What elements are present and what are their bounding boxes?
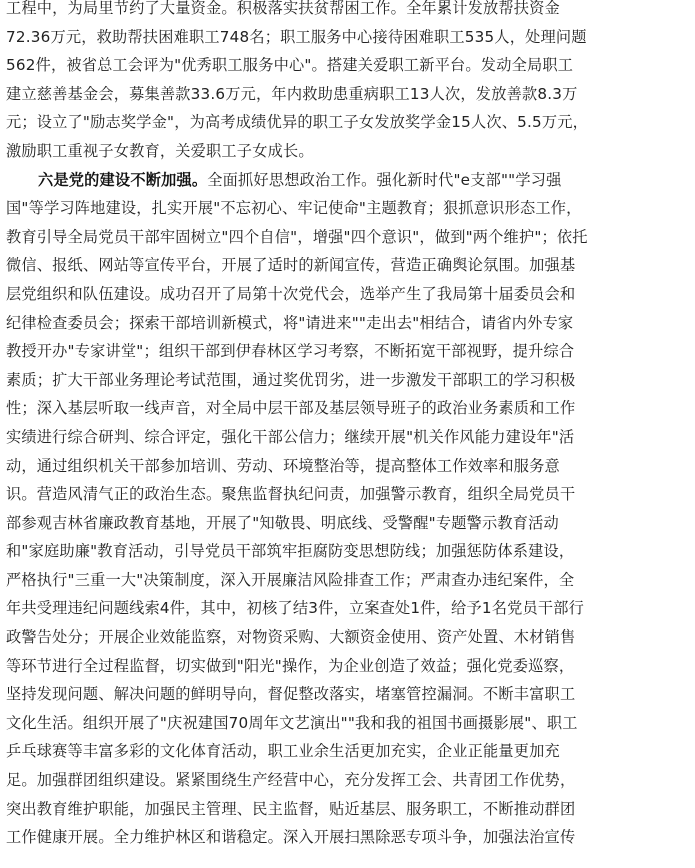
text-line: 教育引导全局党员干部牢固树立"四个自信"，增强"四个意识"，做到"两个维护"；依托 — [6, 227, 588, 246]
text-line: 等环节进行全过程监督，切实做到"阳光"操作，为企业创造了效益；强化党委巡察， — [6, 656, 575, 675]
text-line: 国"等学习阵地建设，扎实开展"不忘初心、牢记使命"主题教育；狠抓意识形态工作， — [6, 199, 582, 218]
text-line: 识。营造风清气正的政治生态。聚焦监督执纪问责，加强警示教育，组织全局党员干 — [6, 485, 576, 504]
text-line: 微信、报纸、网站等宣传平台，开展了适时的新闻宣传，营造正确舆论氛围。加强基 — [6, 256, 576, 275]
paragraph-welfare — [6, 0, 687, 166]
text-line: 素质；扩大干部业务理论考试范围，通过奖优罚劣，进一步激发干部职工的学习积极 — [6, 370, 576, 389]
text-line: 工作健康开展。全力维护林区和谐稳定。深入开展扫黑除恶专项斗争，加强法治宣传 — [6, 828, 576, 847]
text-line: 文化生活。组织开展了"庆祝建国70周年文艺演出""我和我的祖国书画摄影展"、职工 — [6, 713, 578, 732]
text-line: 乒乓球赛等丰富多彩的文化体育活动，职工业余生活更加充实，企业正能量更加充 — [6, 742, 560, 761]
text-line: 72.36万元，救助帮扶困难职工748名；职工服务中心接待困难职工535人，处理问题 — [6, 27, 587, 46]
text-line: 严格执行"三重一大"决策制度，深入开展廉洁风险排查工作；严肃查办违纪案件，全 — [6, 570, 575, 589]
text-line: 和"家庭助廉"教育活动，引导党员干部筑牢拒腐防变思想防线；加强惩防体系建设， — [6, 542, 575, 561]
text-line: 坚持发现问题、解决问题的鲜明导向，督促整改落实，堵塞管控漏洞。不断丰富职工 — [6, 685, 576, 704]
text-line: 纪律检查委员会；探索干部培训新模式，将"请进来""走出去"相结合，请省内外专家 — [6, 313, 574, 332]
text-line: 性；深入基层听取一线声音，对全局中层干部及基层领导班子的政治业务素质和工作 — [6, 399, 576, 418]
section-heading: 六是党的建设不断加强。 — [38, 170, 208, 189]
text-line: 工程中，为局里节约了大量资金。积极落实扶贫帮困工作。全年累计发放帮扶资金 — [6, 0, 560, 17]
text-line: 层党组织和队伍建设。成功召开了局第十次党代会，选举产生了我局第十届委员会和 — [6, 284, 576, 303]
text-line: 建立慈善基金会，募集善款33.6万元，年内救助患重病职工13人次，发放善款8.3万 — [6, 84, 578, 103]
text-line: 足。加强群团组织建设。紧紧围绕生产经营中心，充分发挥工会、共青团工作优势， — [6, 771, 576, 790]
text-line: 年共受理违纪问题线索4件，其中，初核了结3件，立案查处1件，给予1名党员干部行 — [6, 599, 585, 618]
text-line: 激励职工重视子女教育，关爱职工子女成长。 — [6, 141, 314, 160]
text-line: 全面抓好思想政治工作。强化新时代"e支部""学习强 — [207, 170, 562, 189]
text-line: 实绩进行综合研判、综合评定，强化干部公信力；继续开展"机关作风能力建设年"活 — [6, 427, 575, 446]
paragraph-party-building — [6, 166, 687, 852]
paragraph-first-line — [6, 166, 687, 195]
text-line: 政警告处分；开展企业效能监察，对物资采购、大额资金使用、资产处置、木材销售 — [6, 628, 576, 647]
text-line: 动，通过组织机关干部参加培训、劳动、环境整治等，提高整体工作效率和服务意 — [6, 456, 560, 475]
text-line: 562件，被省总工会评为"优秀职工服务中心"。搭建关爱职工新平台。发动全局职工 — [6, 56, 574, 75]
text-line: 教授开办"专家讲堂"；组织干部到伊春林区学习考察，不断拓宽干部视野，提升综合 — [6, 342, 575, 361]
text-line: 部参观吉林省廉政教育基地，开展了"知敬畏、明底线、受警醒"专题警示教育活动 — [6, 513, 559, 532]
text-line: 突出教育维护职能，加强民主管理、民主监督，贴近基层、服务职工，不断推动群团 — [6, 799, 576, 818]
text-line: 元；设立了"励志奖学金"，为高考成绩优异的职工子女发放奖学金15人次、5.5万元， — [6, 113, 589, 132]
